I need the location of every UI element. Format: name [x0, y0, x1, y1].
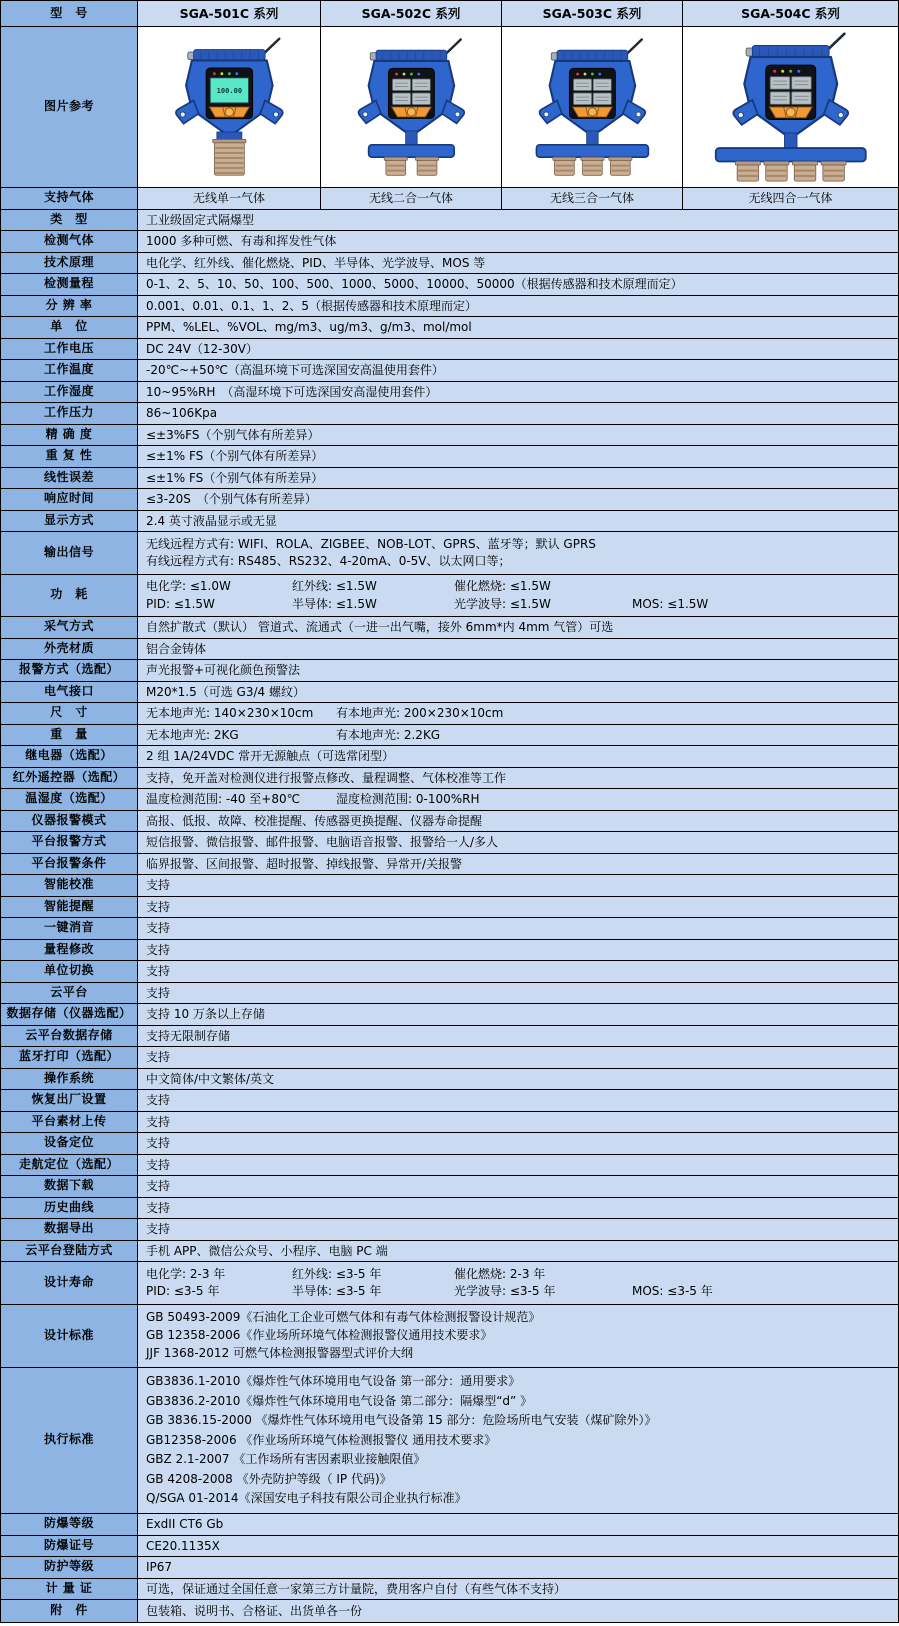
row-value — [138, 575, 898, 617]
row-value: 高报、低报、故障、校准提醒、传感器更换提醒、仪器寿命提醒 — [146, 813, 483, 828]
spec-row — [1, 296, 898, 318]
spec-row — [1, 1536, 898, 1558]
row-label: 电气接口 — [1, 682, 138, 703]
row-value: 中文简体/中文繁体/英文 — [146, 1071, 275, 1086]
row-label: 防爆证号 — [1, 1536, 138, 1557]
row-label: 设计寿命 — [1, 1262, 138, 1304]
value-line: GBZ 2.1-2007 《工作场所有害因素职业接触限值》 — [146, 1452, 426, 1467]
product-image-4-gas-detector — [683, 27, 898, 187]
spec-row — [1, 983, 898, 1005]
row-value: 工业级固定式隔爆型 — [146, 212, 255, 227]
spec-row — [1, 789, 898, 811]
value-segment: MOS: ≤3-5 年 — [632, 1284, 713, 1298]
spec-row — [1, 768, 898, 790]
spec-row — [1, 832, 898, 854]
row-label: 检测量程 — [1, 274, 138, 295]
spec-row — [1, 940, 898, 962]
row-label: 单位切换 — [1, 961, 138, 982]
row-value: DC 24V（12-30V） — [146, 341, 258, 356]
row-value: 支持 — [146, 1050, 171, 1065]
svg-text:100.00: 100.00 — [216, 85, 242, 95]
row-value: 支持 — [146, 964, 171, 979]
value-line: GB3836.1-2010《爆炸性气体环境用电气设备 第一部分：通用要求》 — [146, 1374, 521, 1389]
row-label: 一键消音 — [1, 918, 138, 939]
value-line: GB12358-2006 《作业场所环境气体检测报警仪 通用技术要求》 — [146, 1432, 497, 1447]
value-line: GB 50493-2009《石油化工企业可燃气体和有毒气体检测报警设计规范》 — [146, 1309, 541, 1324]
row-value: 声光报警+可视化颜色预警法 — [146, 663, 301, 678]
row-label: 防爆等级 — [1, 1514, 138, 1535]
row-label-model: 型 号 — [1, 1, 138, 26]
row-value: 包装箱、说明书、合格证、出货单各一份 — [146, 1603, 363, 1618]
spec-row — [1, 1219, 898, 1241]
spec-row — [1, 1090, 898, 1112]
row-label: 温湿度（选配） — [1, 789, 138, 810]
row-label: 采气方式 — [1, 617, 138, 638]
row-value: 0-1、2、5、10、50、100、500、1000、5000、10000、50000（根据传感器和技术原理而定） — [146, 277, 683, 292]
row-value: 无线三合一气体 — [502, 188, 683, 209]
row-label: 尺 寸 — [1, 703, 138, 724]
value-segment: 无本地声光: 2KG — [146, 727, 239, 742]
spec-row — [1, 468, 898, 490]
value-segment: PID: ≤3-5 年 — [146, 1284, 220, 1298]
row-value: 0.001、0.01、0.1、1、2、5（根据传感器和技术原理而定） — [146, 298, 478, 313]
value-segment: 有本地声光: 2.2KG — [336, 727, 441, 742]
value-segment: 无本地声光: 140×230×10cm — [146, 706, 314, 721]
row-label: 数据下载 — [1, 1176, 138, 1197]
row-value: 支持无限制存储 — [146, 1028, 231, 1043]
row-label-images: 图片参考 — [1, 27, 138, 187]
spec-row — [1, 811, 898, 833]
value-segment: 有本地声光: 200×230×10cm — [336, 706, 504, 721]
row-label: 分 辨 率 — [1, 296, 138, 317]
spec-row — [1, 446, 898, 468]
spec-row — [1, 339, 898, 361]
row-label: 工作电压 — [1, 339, 138, 360]
spec-row — [1, 1069, 898, 1091]
value-line — [146, 1267, 890, 1282]
row-value: 支持 — [146, 1093, 171, 1108]
row-label: 响应时间 — [1, 489, 138, 510]
row-label: 继电器（选配） — [1, 746, 138, 767]
spec-row — [1, 489, 898, 511]
spec-row — [1, 1557, 898, 1579]
spec-row — [1, 1133, 898, 1155]
row-value: 支持 — [146, 1157, 171, 1172]
row-value: 2.4 英寸液晶显示或无显 — [146, 513, 277, 528]
spec-row — [1, 660, 898, 682]
value-segment: 湿度检测范围: 0-100%RH — [336, 792, 480, 807]
row-value — [138, 1368, 898, 1514]
spec-row — [1, 639, 898, 661]
row-value: 支持 10 万条以上存储 — [146, 1007, 265, 1022]
value-segment: 半导体: ≤3-5 年 — [292, 1284, 382, 1298]
spec-row — [1, 425, 898, 447]
row-value: 可选，保证通过全国任意一家第三方计量院，费用客户自付（有些气体不支持） — [146, 1581, 567, 1596]
value-line — [146, 597, 890, 612]
row-label: 工作温度 — [1, 360, 138, 381]
row-label: 云平台登陆方式 — [1, 1241, 138, 1262]
spec-row — [1, 1514, 898, 1536]
spec-row — [1, 1579, 898, 1601]
spec-row — [1, 1155, 898, 1177]
row-value: 手机 APP、微信公众号、小程序、电脑 PC 端 — [146, 1243, 388, 1258]
value-line: 有线远程方式有: RS485、RS232、4-20mA、0-5V、以太网口等； — [146, 554, 511, 568]
row-label: 智能校准 — [1, 875, 138, 896]
value-segment: 催化燃烧: 2-3 年 — [454, 1266, 546, 1281]
value-segment: 红外线: ≤1.5W — [292, 579, 377, 593]
row-label: 红外遥控器（选配） — [1, 768, 138, 789]
row-value: 支持 — [146, 1179, 171, 1194]
model-header-row — [1, 1, 898, 27]
row-value: 2 组 1A/24VDC 常开无源触点（可选常闭型） — [146, 749, 395, 764]
value-segment: 光学波导: ≤3-5 年 — [454, 1284, 556, 1298]
spec-row — [1, 382, 898, 404]
spec-row — [1, 746, 898, 768]
row-value: 支持 — [146, 985, 171, 1000]
row-value: 10~95%RH （高湿环境下可选深国安高湿使用套件） — [146, 384, 438, 399]
value-line — [146, 579, 890, 594]
row-value: 支持 — [146, 1200, 171, 1215]
row-value: 无线单一气体 — [138, 188, 321, 209]
spec-row — [1, 274, 898, 296]
value-segment: 半导体: ≤1.5W — [292, 596, 377, 611]
row-label: 防护等级 — [1, 1557, 138, 1578]
row-label: 工作压力 — [1, 403, 138, 424]
row-value: 短信报警、微信报警、邮件报警、电脑语音报警、报警给一人/多人 — [146, 835, 499, 850]
spec-row — [1, 1026, 898, 1048]
spec-row — [1, 253, 898, 275]
value-segment: 红外线: ≤3-5 年 — [292, 1266, 382, 1281]
value-segment: 温度检测范围: -40 至+80℃ — [146, 792, 301, 807]
value-line: GB 12358-2006《作业场所环境气体检测报警仪通用技术要求》 — [146, 1328, 493, 1342]
spec-row — [1, 875, 898, 897]
spec-row — [1, 617, 898, 639]
row-value: 自然扩散式（默认） 管道式、流通式（一进一出气嘴，接外 6mm*内 4mm 气管）可选 — [146, 620, 614, 635]
row-value: 支持 — [146, 899, 171, 914]
spec-row — [1, 532, 898, 575]
product-image-3-gas-detector — [502, 27, 683, 187]
value-line: GB 4208-2008 《外壳防护等级（ IP 代码)》 — [146, 1471, 392, 1486]
row-label: 走航定位（选配） — [1, 1155, 138, 1176]
product-image-2-gas-detector — [321, 27, 502, 187]
row-value: 支持，免开盖对检测仪进行报警点修改、量程调整、气体校准等工作 — [146, 770, 507, 785]
row-value: 支持 — [146, 1136, 171, 1151]
row-label: 数据导出 — [1, 1219, 138, 1240]
row-label: 重 量 — [1, 725, 138, 746]
spec-row — [1, 961, 898, 983]
value-segment: 电化学: ≤1.0W — [146, 579, 231, 593]
row-value: 电化学、红外线、催化燃烧、PID、半导体、光学波导、MOS 等 — [146, 255, 486, 270]
spec-row — [1, 1176, 898, 1198]
row-label: 量程修改 — [1, 940, 138, 961]
spec-row — [1, 1262, 898, 1305]
row-label: 附 件 — [1, 1600, 138, 1622]
row-label: 外壳材质 — [1, 639, 138, 660]
spec-row — [1, 703, 898, 725]
spec-row — [1, 682, 898, 704]
spec-row — [1, 575, 898, 618]
spec-row — [1, 1112, 898, 1134]
row-label: 数据存储（仪器选配） — [1, 1004, 138, 1025]
row-value: 支持 — [146, 1222, 171, 1237]
spec-row — [1, 403, 898, 425]
row-label: 云平台数据存储 — [1, 1026, 138, 1047]
spec-row — [1, 231, 898, 253]
value-segment: MOS: ≤1.5W — [632, 596, 709, 611]
model-header-3: SGA-503C 系列 — [502, 1, 683, 26]
row-label: 功 耗 — [1, 575, 138, 617]
row-label: 显示方式 — [1, 511, 138, 532]
row-value: 铝合金铸体 — [146, 641, 207, 656]
row-value: ≤±3%FS（个别气体有所差异） — [146, 427, 320, 442]
row-label: 恢复出厂设置 — [1, 1090, 138, 1111]
value-line: Q/SGA 01-2014《深国安电子科技有限公司企业执行标准》 — [146, 1491, 467, 1506]
value-line — [146, 1284, 890, 1299]
row-value: M20*1.5（可选 G3/4 螺纹） — [146, 684, 305, 699]
spec-table-body — [1, 1, 898, 1622]
row-label: 设备定位 — [1, 1133, 138, 1154]
row-value: ExdII CT6 Gb — [146, 1517, 224, 1532]
spec-row — [1, 1004, 898, 1026]
model-header-4: SGA-504C 系列 — [741, 6, 840, 21]
row-value — [138, 703, 898, 724]
row-label: 平台报警方式 — [1, 832, 138, 853]
value-line: 无线远程方式有: WIFI、ROLA、ZIGBEE、NOB-LOT、GPRS、蓝牙等；默认 GPRS — [146, 536, 596, 551]
row-value: CE20.1135X — [146, 1538, 220, 1553]
row-value: 无线四合一气体 — [748, 191, 833, 206]
row-label: 线性误差 — [1, 468, 138, 489]
row-value: -20℃~+50℃（高温环境下可选深国安高温使用套件） — [146, 363, 444, 378]
row-label: 设计标准 — [1, 1305, 138, 1367]
spec-row — [1, 360, 898, 382]
spec-row — [1, 725, 898, 747]
image-row — [1, 27, 898, 188]
spec-row — [1, 897, 898, 919]
row-label: 执行标准 — [1, 1368, 138, 1514]
value-line: GB 3836.15-2000 《爆炸性气体环境用电气设备第 15 部分：危险场所电气安装（煤矿除外）》 — [146, 1413, 657, 1428]
model-header-2: SGA-502C 系列 — [321, 1, 502, 26]
spec-row — [1, 188, 898, 210]
model-header-1: SGA-501C 系列 — [138, 1, 321, 26]
row-value: 86~106Kpa — [146, 406, 218, 421]
spec-row — [1, 1600, 898, 1622]
spec-row — [1, 511, 898, 533]
row-label: 蓝牙打印（选配） — [1, 1047, 138, 1068]
spec-row — [1, 854, 898, 876]
spec-row — [1, 1241, 898, 1263]
row-value: ≤±1% FS（个别气体有所差异） — [146, 470, 324, 485]
row-label: 平台素材上传 — [1, 1112, 138, 1133]
row-label: 重 复 性 — [1, 446, 138, 467]
row-value: ≤±1% FS（个别气体有所差异） — [146, 449, 324, 464]
value-segment: PID: ≤1.5W — [146, 596, 215, 611]
spec-row — [1, 918, 898, 940]
spec-row — [1, 1047, 898, 1069]
row-label: 支持气体 — [1, 188, 138, 209]
row-label: 云平台 — [1, 983, 138, 1004]
row-label: 平台报警条件 — [1, 854, 138, 875]
row-value: 支持 — [146, 878, 171, 893]
row-value — [138, 725, 898, 746]
value-segment: 电化学: 2-3 年 — [146, 1266, 226, 1281]
row-label: 精 确 度 — [1, 425, 138, 446]
row-label: 类 型 — [1, 210, 138, 231]
value-segment: 催化燃烧: ≤1.5W — [454, 579, 551, 593]
product-image-1-gas-detector — [138, 27, 321, 187]
row-value: 临界报警、区间报警、超时报警、掉线报警、异常开/关报警 — [146, 856, 463, 871]
row-value: 无线二合一气体 — [321, 188, 502, 209]
spec-row — [1, 1198, 898, 1220]
row-label: 单 位 — [1, 317, 138, 338]
value-segment: 光学波导: ≤1.5W — [454, 596, 551, 611]
row-value — [138, 1305, 898, 1367]
row-value — [138, 532, 898, 574]
row-value: 支持 — [146, 1114, 171, 1129]
row-label: 技术原理 — [1, 253, 138, 274]
spec-row — [1, 1305, 898, 1368]
row-value — [138, 789, 898, 810]
row-value: PPM、%LEL、%VOL、mg/m3、ug/m3、g/m3、mol/mol — [146, 320, 472, 335]
value-line: GB3836.2-2010《爆炸性气体环境用电气设备 第二部分：隔爆型“d” 》 — [146, 1393, 533, 1408]
spec-row — [1, 210, 898, 232]
spec-row — [1, 1368, 898, 1515]
spec-row — [1, 317, 898, 339]
row-label: 检测气体 — [1, 231, 138, 252]
row-value: ≤3-20S （个别气体有所差异） — [146, 492, 317, 507]
value-line: JJF 1368-2012 可燃气体检测报警器型式评价大纲 — [146, 1346, 414, 1361]
row-value: 支持 — [146, 942, 171, 957]
row-value — [138, 1262, 898, 1304]
row-label: 操作系统 — [1, 1069, 138, 1090]
row-label: 历史曲线 — [1, 1198, 138, 1219]
row-label: 报警方式（选配） — [1, 660, 138, 681]
row-label: 仪器报警模式 — [1, 811, 138, 832]
row-label: 计 量 证 — [1, 1579, 138, 1600]
row-value: IP67 — [146, 1560, 173, 1575]
row-label: 智能提醒 — [1, 897, 138, 918]
row-label: 输出信号 — [1, 532, 138, 574]
row-value: 1000 多种可燃、有毒和挥发性气体 — [146, 234, 337, 249]
row-value: 支持 — [146, 921, 171, 936]
row-label: 工作湿度 — [1, 382, 138, 403]
